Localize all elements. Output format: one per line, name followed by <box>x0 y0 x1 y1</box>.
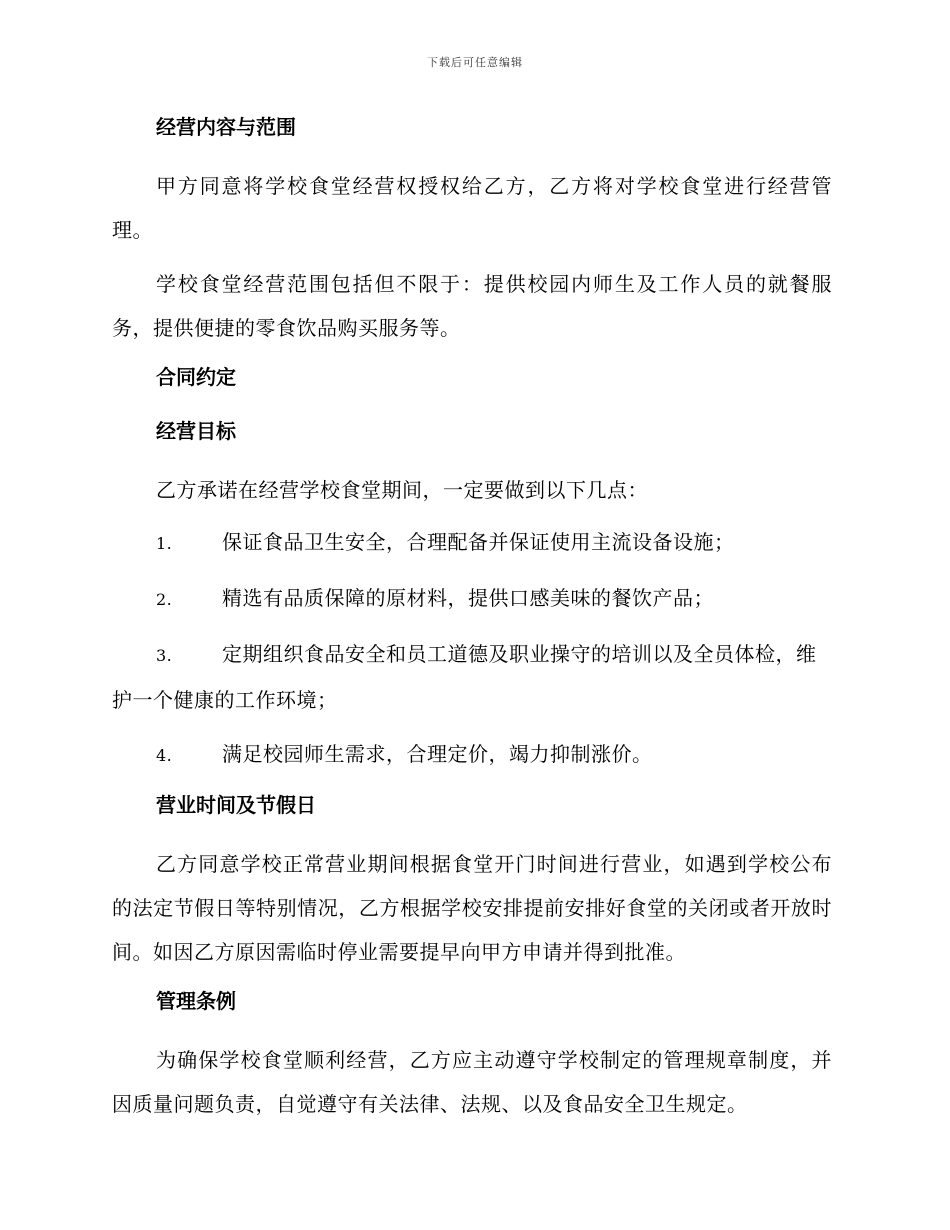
document-body <box>112 110 832 1136</box>
paragraph-management-rules: 为确保学校食堂顺利经营，乙方应主动遵守学校制定的管理规章制度，并因质量问题负责，自觉遵守有关法律、法规、以及食品安全卫生规定。 <box>112 1048 832 1116</box>
list-item-number: 1. <box>156 534 173 553</box>
section-heading-business-scope: 经营内容与范围 <box>156 115 296 139</box>
list-item <box>112 732 832 778</box>
list-item <box>112 576 832 622</box>
list-item-text: 精选有品质保障的原材料，提供口感美味的餐饮产品； <box>222 586 714 610</box>
list-item-text: 保证食品卫生安全，合理配备并保证使用主流设备设施； <box>222 530 735 554</box>
paragraph-business-hours: 乙方同意学校正常营业期间根据食堂开门时间进行营业，如遇到学校公布的法定节假日等特别情况，乙方根据学校安排提前安排好食堂的关闭或者开放时间。如因乙方原因需临时停业需要提早向甲方申请并得到批准。 <box>112 852 832 964</box>
page-header-note: 下载后可任意编辑 <box>427 56 523 69</box>
paragraph-commitment: 乙方承诺在经营学校食堂期间，一定要做到以下几点： <box>156 478 648 502</box>
paragraph-authorization: 甲方同意将学校食堂经营权授权给乙方，乙方将对学校食堂进行经营管理。 <box>112 174 832 242</box>
list-item <box>112 520 832 566</box>
list-item-text: 满足校园师生需求，合理定价，竭力抑制涨价。 <box>222 742 653 766</box>
list-item <box>112 632 832 722</box>
list-item-number: 3. <box>156 646 173 665</box>
section-heading-contract-terms: 合同约定 <box>156 365 236 389</box>
paragraph-scope: 学校食堂经营范围包括但不限于：提供校园内师生及工作人员的就餐服务，提供便捷的零食饮品购买服务等。 <box>112 272 832 340</box>
section-heading-business-hours: 营业时间及节假日 <box>156 793 316 817</box>
list-item-number: 2. <box>156 590 173 609</box>
section-heading-management-rules: 管理条例 <box>156 989 236 1013</box>
section-heading-business-goals: 经营目标 <box>156 419 236 443</box>
list-item-text: 定期组织食品安全和员工道德及职业操守的培训以及全员体检，维护一个健康的工作环境； <box>112 642 817 712</box>
list-item-number: 4. <box>156 746 173 765</box>
